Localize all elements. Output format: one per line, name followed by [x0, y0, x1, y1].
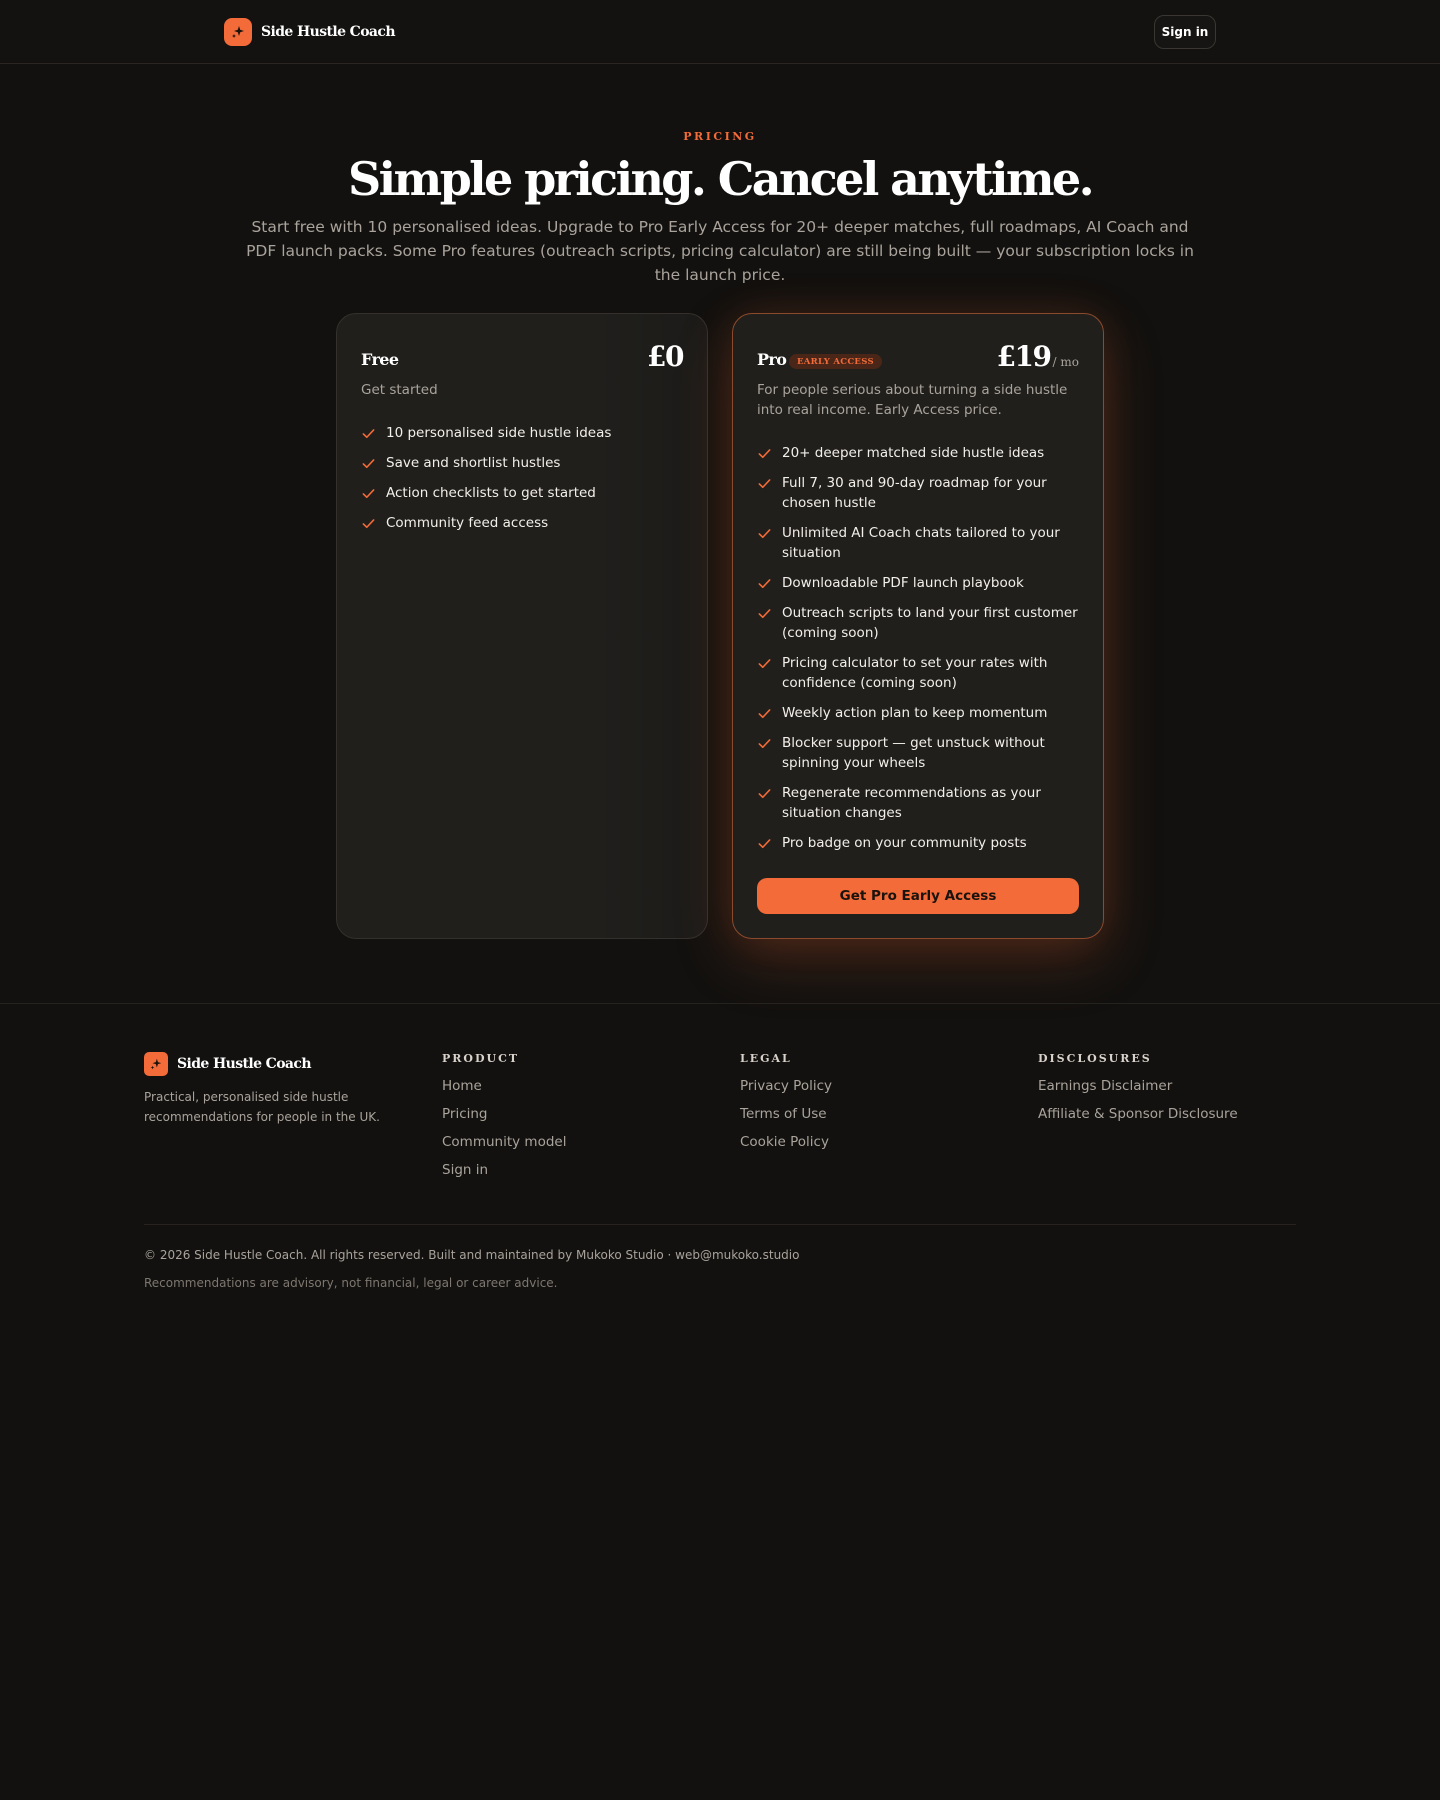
- feature-item: [757, 733, 1081, 773]
- check-icon: [757, 573, 773, 593]
- footer-link-affiliate-disclosure[interactable]: Affiliate & Sponsor Disclosure: [1038, 1106, 1238, 1122]
- page-title: Simple pricing. Cancel anytime.: [348, 152, 1092, 206]
- feature-item: [361, 513, 685, 533]
- plan-price: [997, 340, 1079, 373]
- footer-brand[interactable]: [144, 1052, 311, 1076]
- footer-column-heading: LEGAL: [740, 1052, 792, 1065]
- plan-name: Free: [361, 350, 399, 369]
- feature-item: [361, 483, 685, 503]
- check-icon: [757, 523, 773, 543]
- brand-name: Side Hustle Coach: [261, 24, 395, 40]
- early-access-badge: EARLY ACCESS: [789, 354, 882, 369]
- get-pro-button[interactable]: Get Pro Early Access: [757, 878, 1079, 914]
- feature-item: [361, 453, 685, 473]
- pricing-eyebrow: PRICING: [683, 130, 757, 143]
- feature-text: Outreach scripts to land your first customer (coming soon): [782, 605, 1078, 641]
- check-icon: [757, 783, 773, 803]
- footer-link-terms[interactable]: Terms of Use: [740, 1106, 827, 1122]
- feature-item: [757, 603, 1081, 643]
- site-header: [0, 0, 1440, 64]
- check-icon: [757, 833, 773, 853]
- plan-description: For people serious about turning a side hustle into real income. Early Access price.: [757, 382, 1068, 418]
- page-subtitle: Start free with 10 personalised ideas. Upgrade to Pro Early Access for 20+ deeper matches, full roadmaps, AI Coach and PDF launch packs. Some Pro features (outreach scripts, pricing calculator) are still being built — your subscription locks in the launch price.: [246, 218, 1194, 284]
- feature-list: [757, 443, 1081, 863]
- feature-item: [757, 523, 1081, 563]
- feature-text: Community feed access: [386, 515, 549, 531]
- plan-description: Get started: [361, 382, 438, 398]
- feature-text: Full 7, 30 and 90-day roadmap for your chosen hustle: [782, 475, 1047, 511]
- brand-logo-link[interactable]: [224, 18, 395, 46]
- feature-text: Save and shortlist hustles: [386, 455, 561, 471]
- feature-item: [757, 703, 1081, 723]
- price-unit: / mo: [1052, 355, 1079, 369]
- feature-list: [361, 423, 685, 543]
- footer-description: Practical, personalised side hustle recommendations for people in the UK.: [144, 1090, 380, 1124]
- footer-link-cookies[interactable]: Cookie Policy: [740, 1134, 829, 1150]
- feature-text: Regenerate recommendations as your situation changes: [782, 785, 1041, 821]
- check-icon: [361, 483, 377, 503]
- footer-link-pricing[interactable]: Pricing: [442, 1106, 488, 1122]
- footer-link-home[interactable]: Home: [442, 1078, 482, 1094]
- footer-link-earnings-disclaimer[interactable]: Earnings Disclaimer: [1038, 1078, 1173, 1094]
- feature-item: [757, 573, 1081, 593]
- free-plan-card: [336, 313, 708, 939]
- feature-item: [757, 653, 1081, 693]
- sign-in-button[interactable]: Sign in: [1154, 15, 1216, 49]
- check-icon: [757, 443, 773, 463]
- footer-column-heading: PRODUCT: [442, 1052, 520, 1065]
- feature-text: Unlimited AI Coach chats tailored to your situation: [782, 525, 1060, 561]
- check-icon: [361, 423, 377, 443]
- plan-price: [647, 340, 683, 373]
- feature-text: Action checklists to get started: [386, 485, 596, 501]
- feature-text: Pricing calculator to set your rates with confidence (coming soon): [782, 655, 1048, 691]
- feature-text: Downloadable PDF launch playbook: [782, 575, 1024, 591]
- footer-column-product: [442, 1052, 566, 1188]
- feature-text: 10 personalised side hustle ideas: [386, 425, 612, 441]
- price-amount: £0: [647, 340, 683, 373]
- brand-name: Side Hustle Coach: [177, 1056, 311, 1072]
- feature-item: [361, 423, 685, 443]
- check-icon: [757, 703, 773, 723]
- footer-divider-top: [0, 1003, 1440, 1004]
- footer-link-privacy[interactable]: Privacy Policy: [740, 1078, 833, 1094]
- feature-text: Pro badge on your community posts: [782, 835, 1027, 851]
- advisory-text: Recommendations are advisory, not financial, legal or career advice.: [144, 1276, 558, 1290]
- check-icon: [361, 513, 377, 533]
- plan-name: Pro: [757, 350, 787, 369]
- copyright-text: © 2026 Side Hustle Coach. All rights reserved. Built and maintained by Mukoko Studio · web@mukoko.studio: [144, 1248, 800, 1262]
- feature-text: Weekly action plan to keep momentum: [782, 705, 1048, 721]
- feature-text: Blocker support — get unstuck without spinning your wheels: [782, 735, 1045, 771]
- feature-text: 20+ deeper matched side hustle ideas: [782, 445, 1045, 461]
- price-amount: £19: [996, 340, 1051, 373]
- feature-item: [757, 473, 1081, 513]
- sparkle-icon: [144, 1052, 168, 1076]
- check-icon: [757, 473, 773, 493]
- footer-column-heading: DISCLOSURES: [1038, 1052, 1152, 1065]
- sparkle-icon: [224, 18, 252, 46]
- pro-plan-card: [732, 313, 1104, 939]
- feature-item: [757, 443, 1081, 463]
- footer-divider: [144, 1224, 1296, 1225]
- feature-item: [757, 783, 1081, 823]
- footer-link-community-model[interactable]: Community model: [442, 1134, 567, 1150]
- footer-column-legal: [740, 1052, 832, 1160]
- feature-item: [757, 833, 1081, 853]
- check-icon: [757, 653, 773, 673]
- check-icon: [757, 603, 773, 623]
- check-icon: [757, 733, 773, 753]
- footer-link-sign-in[interactable]: Sign in: [442, 1162, 489, 1178]
- footer-column-disclosures: [1038, 1052, 1238, 1132]
- check-icon: [361, 453, 377, 473]
